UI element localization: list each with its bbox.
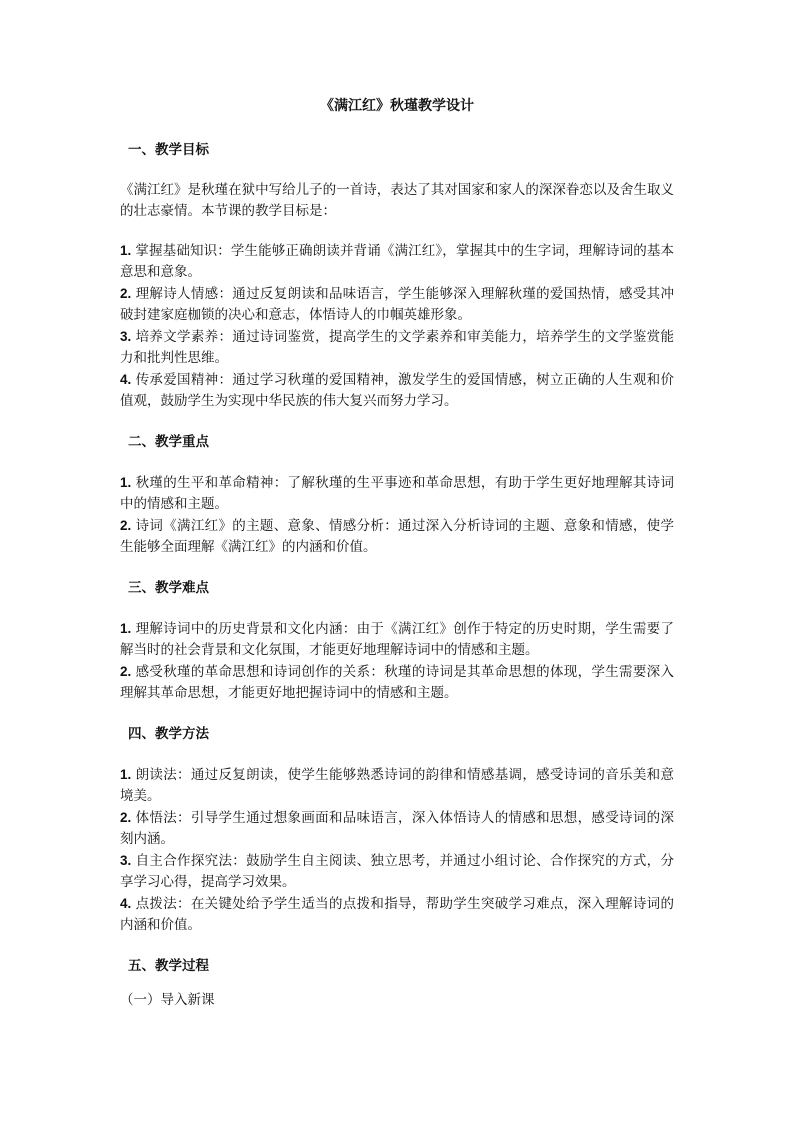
- keypoints-item-1: 1. 秋瑾的生平和革命精神：了解秋瑾的生平事迹和革命思想，有助于学生更好地理解其诗词中的情感和主题。: [120, 475, 674, 512]
- difficulties-item-1: 1. 理解诗词中的历史背景和文化内涵：由于《满江红》创作于特定的历史时期，学生需要了解当时的社会背景和文化氛围，才能更好地理解诗词中的情感和主题。: [120, 621, 674, 658]
- section-heading-goals: 一、教学目标: [128, 142, 209, 158]
- goals-item-1: 1. 掌握基础知识：学生能够正确朗读并背诵《满江红》，掌握其中的生字词，理解诗词的基本意思和意象。: [120, 243, 674, 280]
- methods-item-3: 3. 自主合作探究法：鼓励学生自主阅读、独立思考，并通过小组讨论、合作探究的方式，分享学习心得，提高学习效果。: [120, 853, 674, 890]
- section-heading-process: 五、教学过程: [128, 958, 209, 974]
- section-heading-methods: 四、教学方法: [128, 726, 209, 742]
- keypoints-item-2: 2. 诗词《满江红》的主题、意象、情感分析：通过深入分析诗词的主题、意象和情感，使学生能够全面理解《满江红》的内涵和价值。: [120, 518, 674, 555]
- methods-item-2: 2. 体悟法：引导学生通过想象画面和品味语言，深入体悟诗人的情感和思想，感受诗词的深刻内涵。: [120, 810, 674, 847]
- section-heading-difficulties: 三、教学难点: [128, 580, 209, 596]
- goals-intro-paragraph: 《满江红》是秋瑾在狱中写给儿子的一首诗，表达了其对国家和家人的深深眷恋以及舍生取义的壮志豪情。本节课的教学目标是：: [120, 182, 674, 219]
- goals-item-4: 4. 传承爱国精神：通过学习秋瑾的爱国精神，激发学生的爱国情感，树立正确的人生观和价值观，鼓励学生为实现中华民族的伟大复兴而努力学习。: [120, 372, 674, 409]
- difficulties-item-2: 2. 感受秋瑾的革命思想和诗词创作的关系：秋瑾的诗词是其革命思想的体现，学生需要深入理解其革命思想，才能更好地把握诗词中的情感和主题。: [120, 664, 674, 701]
- document-title: 《满江红》秋瑾教学设计: [320, 98, 474, 114]
- goals-item-3: 3. 培养文学素养：通过诗词鉴赏，提高学生的文学素养和审美能力，培养学生的文学鉴赏能力和批判性思维。: [120, 329, 674, 366]
- process-subheading-intro: （一）导入新课: [120, 992, 215, 1008]
- section-heading-keypoints: 二、教学重点: [128, 434, 209, 450]
- methods-item-1: 1. 朗读法：通过反复朗读，使学生能够熟悉诗词的韵律和情感基调，感受诗词的音乐美和意境美。: [120, 767, 674, 804]
- methods-item-4: 4. 点拨法：在关键处给予学生适当的点拨和指导，帮助学生突破学习难点，深入理解诗词的内涵和价值。: [120, 896, 674, 933]
- goals-item-2: 2. 理解诗人情感：通过反复朗读和品味语言，学生能够深入理解秋瑾的爱国热情，感受其冲破封建家庭枷锁的决心和意志，体悟诗人的巾帼英雄形象。: [120, 286, 674, 323]
